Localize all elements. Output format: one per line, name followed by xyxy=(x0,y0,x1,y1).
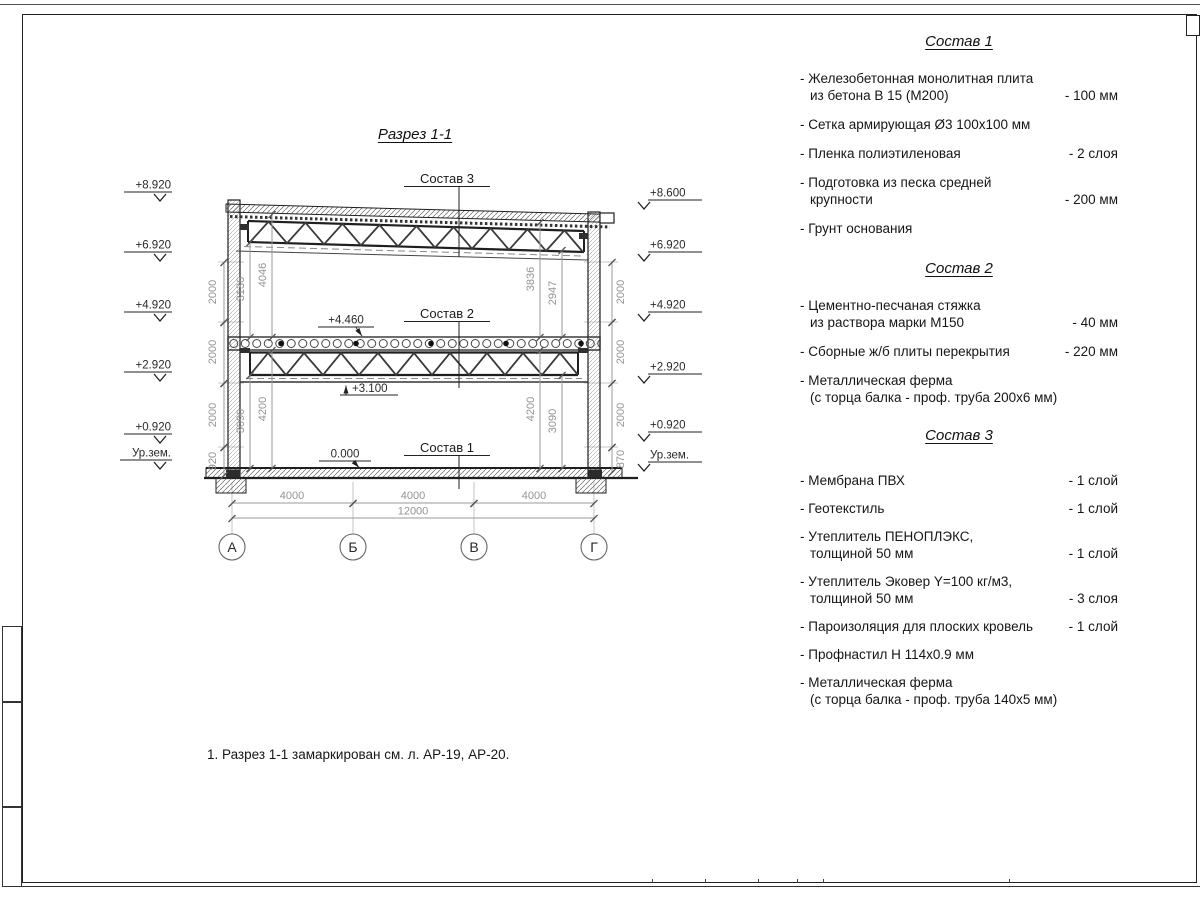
dim: 2947 xyxy=(547,280,559,306)
dim: 2000 xyxy=(207,339,219,365)
spec-value: - 1 слой xyxy=(1068,619,1118,634)
sostav-3-section xyxy=(800,427,1118,719)
truss-bearing xyxy=(240,224,249,230)
truss-bearing xyxy=(240,348,250,353)
axis-label: Г xyxy=(590,539,598,555)
dim: 4200 xyxy=(257,396,269,422)
elevation-label: +2.920 xyxy=(650,361,686,374)
left-elevation-marks xyxy=(120,180,172,470)
spec-value: - 1 слой xyxy=(1068,473,1118,488)
dim: 3136 xyxy=(235,276,247,302)
ground-level-label: Ур.зем. xyxy=(131,447,171,460)
axis-label: А xyxy=(227,539,237,555)
right-dim-chain xyxy=(612,262,627,472)
dim: 3090 xyxy=(547,408,559,434)
spec-item: - Мембрана ПВХ - 1 слой xyxy=(800,473,1118,488)
axis-label: В xyxy=(469,539,479,555)
spec-item: - Геотекстиль - 1 слой xyxy=(800,501,1118,516)
dim: 3090 xyxy=(235,408,247,434)
level-4460: +4.460 xyxy=(328,314,364,327)
axis-label: Б xyxy=(348,539,358,555)
spec-value: - 40 мм xyxy=(1072,315,1118,330)
floor-truss xyxy=(240,348,588,382)
elevation-label: +6.920 xyxy=(135,239,171,252)
margin-stamp-box xyxy=(2,702,22,807)
dim: 3836 xyxy=(525,266,537,292)
dim: 870 xyxy=(615,449,627,469)
sostav-1-section xyxy=(800,33,1118,249)
spec-item: - Утеплитель ПЕНОПЛЭКС, толщиной 50 мм - 1 слой xyxy=(800,529,1118,561)
dim: 920 xyxy=(207,451,219,471)
elevation-label: +8.920 xyxy=(135,179,171,192)
drawing-title: Разрез 1-1 xyxy=(377,126,453,143)
dim-span: 4000 xyxy=(279,490,305,502)
ground-level-label: Ур.зем. xyxy=(650,449,690,462)
spec-item: - Подготовка из песка средней крупности - 200 мм xyxy=(800,175,1118,207)
right-elevation-marks xyxy=(638,188,702,472)
dim-span: 4000 xyxy=(521,490,547,502)
sostav-2-section xyxy=(800,260,1118,418)
elevation-label: +0.920 xyxy=(650,419,686,432)
spec-item: - Цементно-песчаная стяжка из раствора марки М150 - 40 мм xyxy=(800,298,1118,330)
spec-item: - Профнастил Н 114х0.9 мм xyxy=(800,647,974,662)
dim: 2000 xyxy=(615,339,627,365)
bottom-dimensions xyxy=(232,490,594,518)
spec-item: - Сетка армирующая Ø3 100х100 мм xyxy=(800,117,1031,132)
dim: 4200 xyxy=(525,396,537,422)
spec-value: - 200 мм xyxy=(1064,192,1118,207)
dim-span: 4000 xyxy=(400,490,426,502)
section-drawing xyxy=(100,120,760,590)
sheet-edge-line xyxy=(0,4,1200,5)
dim: 4046 xyxy=(257,262,269,288)
dim: 2000 xyxy=(207,279,219,305)
spec-value: - 1 слой xyxy=(1068,546,1118,561)
frame-corner-box xyxy=(1186,15,1200,36)
left-dim-chain xyxy=(207,262,224,475)
truss-bearing xyxy=(579,233,588,239)
roof-truss xyxy=(236,221,588,260)
sostav3-callout: Состав 3 xyxy=(420,171,474,186)
spec-value: - 100 мм xyxy=(1064,88,1118,103)
spec-item: - Грунт основания xyxy=(800,221,913,236)
elevation-label: +4.920 xyxy=(135,299,171,312)
spec-item: - Металлическая ферма (с торца балка - проф. труба 140х5 мм) xyxy=(800,675,1058,707)
sheet-note: 1. Разрез 1-1 замаркирован см. л. АР-19, АР-20. xyxy=(207,747,510,762)
title-block-tick xyxy=(652,879,653,883)
axis-bubbles xyxy=(219,534,607,560)
spec-value: - 2 слоя xyxy=(1068,146,1118,161)
margin-stamp-box xyxy=(2,807,22,887)
title-block-tick xyxy=(758,879,759,883)
spec-item: - Железобетонная монолитная плита из бетона В 15 (М200) - 100 мм xyxy=(800,71,1118,103)
title-block-tick xyxy=(705,879,706,883)
sostav-1-heading: Состав 1 xyxy=(925,33,993,50)
level-0000: 0.000 xyxy=(330,448,360,461)
level-3100: +3.100 xyxy=(352,383,388,395)
sostav-3-heading: Состав 3 xyxy=(925,427,993,444)
spec-value: - 1 слой xyxy=(1068,501,1118,516)
roof-edge-cap xyxy=(600,213,614,223)
spec-item: - Сборные ж/б плиты перекрытия - 220 мм xyxy=(800,344,1118,359)
elevation-label: +2.920 xyxy=(135,359,171,372)
title-block-tick xyxy=(797,879,798,883)
foundation xyxy=(216,478,246,493)
sostav1-callout: Состав 1 xyxy=(420,440,474,455)
spec-item: - Утеплитель Эковер Y=100 кг/м3, толщиной 50 мм - 3 слоя xyxy=(800,574,1118,606)
dim: 2000 xyxy=(615,402,627,428)
roof-deck xyxy=(226,204,614,227)
elevation-label: +0.920 xyxy=(135,421,171,434)
foundation xyxy=(576,478,606,493)
spec-item: - Металлическая ферма (с торца балка - проф. труба 200х6 мм) xyxy=(800,373,1058,405)
elevation-label: +8.600 xyxy=(650,187,686,200)
spec-item: - Пленка полиэтиленовая - 2 слоя xyxy=(800,146,1118,161)
title-block-top-line xyxy=(22,886,1200,887)
spec-value: - 3 слоя xyxy=(1068,591,1118,606)
dim: 2000 xyxy=(615,279,627,305)
elevation-label: +4.920 xyxy=(650,299,686,312)
sostav2-callout: Состав 2 xyxy=(420,306,474,321)
title-block-tick xyxy=(823,879,824,883)
spec-item: - Пароизоляция для плоских кровель - 1 слой xyxy=(800,619,1118,634)
floor-slab xyxy=(228,337,600,350)
spec-value: - 220 мм xyxy=(1064,344,1118,359)
dim: 2000 xyxy=(207,402,219,428)
truss-bearing xyxy=(578,348,588,353)
title-block-tick xyxy=(1009,879,1010,883)
dim-total: 12000 xyxy=(397,505,429,518)
sostav-2-heading: Состав 2 xyxy=(925,260,993,277)
margin-stamp-box xyxy=(2,626,22,702)
elevation-label: +6.920 xyxy=(650,239,686,252)
